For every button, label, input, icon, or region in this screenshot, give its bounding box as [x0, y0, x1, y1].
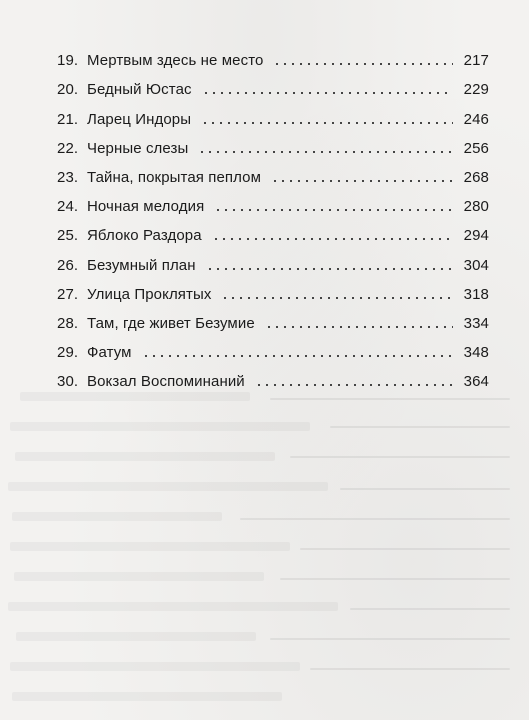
entry-page: 246	[463, 110, 489, 128]
dot-leader	[271, 180, 453, 182]
entry-title: Бедный Юстас	[87, 81, 192, 99]
entry-page: 280	[463, 198, 489, 216]
dot-leader	[142, 355, 453, 357]
entry-number: 29.	[57, 344, 79, 362]
dot-leader	[198, 151, 453, 153]
entry-number: 28.	[57, 314, 79, 332]
entry-number: 27.	[57, 285, 79, 303]
entry-page: 256	[463, 139, 489, 157]
entry-number: 23.	[57, 168, 79, 186]
entry-title: Безумный план	[87, 256, 196, 274]
entry-page: 217	[463, 52, 489, 70]
entry-title: Ларец Индоры	[87, 110, 192, 128]
dot-leader	[214, 209, 453, 211]
entry-number: 24.	[57, 198, 79, 216]
entry-page: 268	[463, 168, 489, 186]
toc-entry	[57, 274, 489, 303]
entry-title: Мертвым здесь не место	[87, 52, 264, 70]
entry-page: 294	[463, 227, 489, 245]
entry-number: 26.	[57, 256, 79, 274]
entry-title: Тайна, покрытая пеплом	[87, 168, 262, 186]
entry-title: Черные слезы	[87, 139, 189, 157]
toc-entry	[57, 157, 489, 186]
toc-entry	[57, 332, 489, 361]
entry-number: 30.	[57, 373, 79, 391]
toc-entry	[57, 69, 489, 98]
toc-entry	[57, 215, 489, 244]
entry-number: 25.	[57, 227, 79, 245]
entry-page: 364	[463, 373, 489, 391]
dot-leader	[202, 92, 453, 94]
show-through-text	[0, 370, 529, 720]
toc-entry	[57, 186, 489, 215]
toc-entry	[57, 244, 489, 273]
entry-number: 21.	[57, 110, 79, 128]
toc-entry	[57, 40, 489, 69]
entry-number: 22.	[57, 139, 79, 157]
entry-title: Там, где живет Безумие	[87, 314, 255, 332]
dot-leader	[265, 326, 453, 328]
entry-title: Ночная мелодия	[87, 198, 205, 216]
entry-page: 334	[463, 314, 489, 332]
dot-leader	[255, 384, 453, 386]
entry-number: 19.	[57, 52, 79, 70]
dot-leader	[206, 268, 453, 270]
entry-number: 20.	[57, 81, 79, 99]
dot-leader	[212, 238, 453, 240]
entry-page: 229	[463, 81, 489, 99]
entry-title: Улица Проклятых	[87, 285, 212, 303]
dot-leader	[221, 297, 453, 299]
entry-title: Вокзал Воспоминаний	[87, 373, 245, 391]
dot-leader	[273, 63, 453, 65]
entry-title: Фатум	[87, 344, 132, 362]
entry-page: 348	[463, 344, 489, 362]
dot-leader	[201, 122, 453, 124]
toc-entry	[57, 128, 489, 157]
toc-entry	[57, 361, 489, 390]
entry-title: Яблоко Раздора	[87, 227, 202, 245]
entry-page: 318	[463, 285, 489, 303]
table-of-contents	[57, 40, 489, 390]
entry-page: 304	[463, 256, 489, 274]
toc-entry	[57, 98, 489, 127]
toc-entry	[57, 303, 489, 332]
